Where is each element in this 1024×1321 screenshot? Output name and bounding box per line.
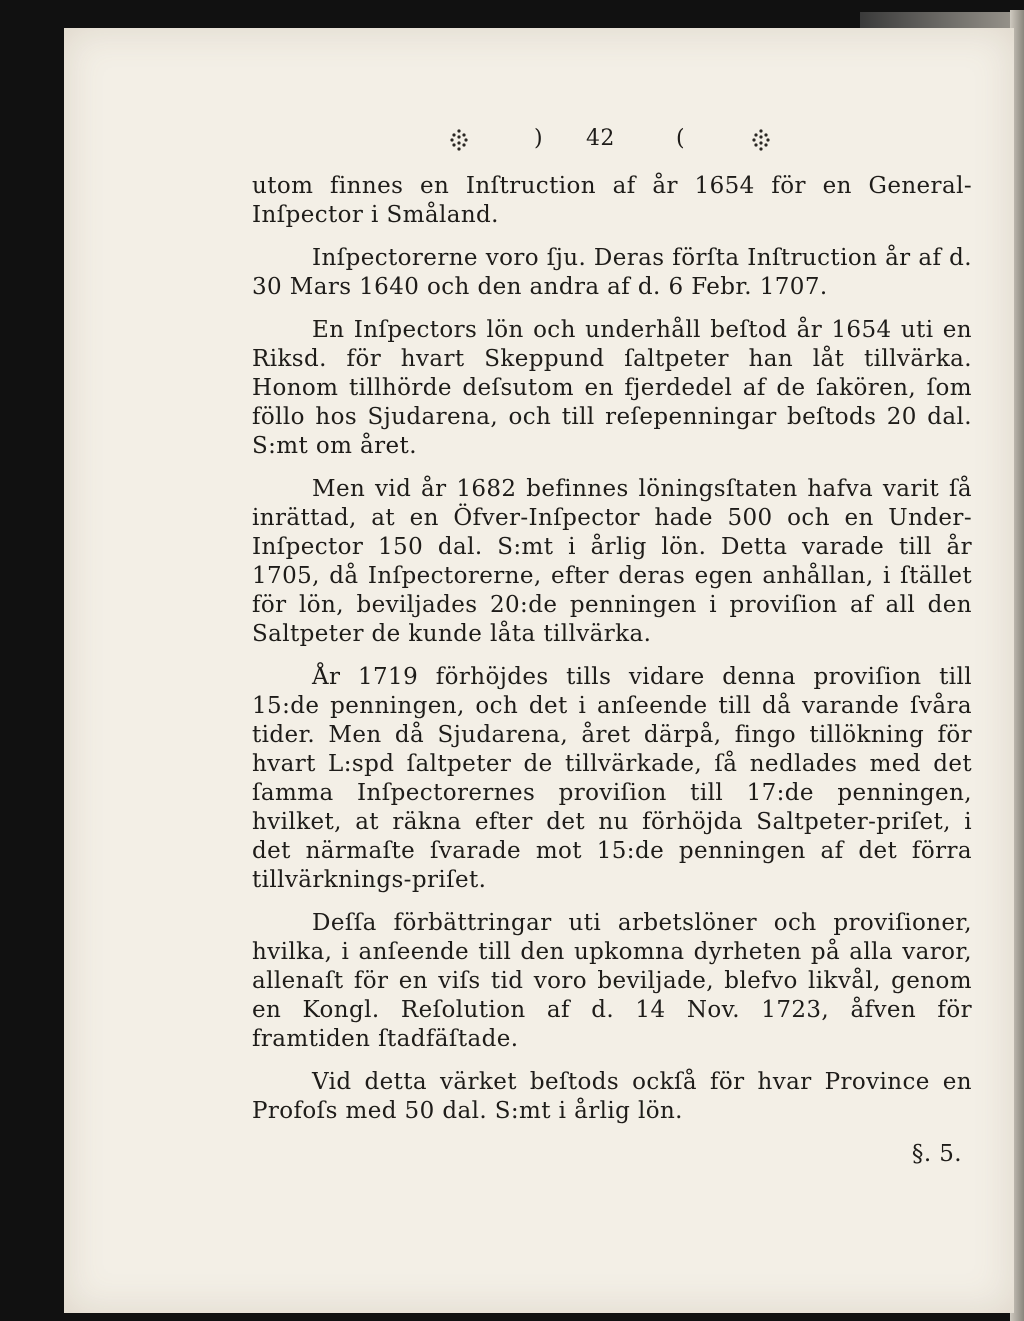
paragraph: Men vid år 1682 befinnes löningsſtaten hafva varit ſå inrättad, at en Öfver-Inſpector hade 500 och en Under-Inſpector 150 dal. S:mt i årlig lön. Detta varade till år 1705, då Inſpectorerne, efter deras egen anhållan, i ſtället för lön, beviljades 20:de penningen i proviſion af all den Saltpeter de kunde låta tillvärka. <box>252 476 972 647</box>
page-number: 42 <box>586 126 615 151</box>
header-paren-left: ( <box>676 126 685 151</box>
paragraph: År 1719 förhöjdes tills vidare denna proviſion till 15:de penningen, och det i anſeende till då varande ſvåra tider. Men då Sjudarena, året därpå, fingo tillökning för hvart L:spd ſaltpeter de tillvärkade, ſå nedlades med det ſamma Inſpectorernes proviſion till 17:de penningen, hvilket, at räkna efter det nu förhöjda Saltpeter-priſet, i det närmaſte ſvarade mot 15:de penningen af det förra tillvärknings-priſet. <box>252 664 972 893</box>
ornament-icon <box>750 128 772 152</box>
page-header <box>252 120 972 172</box>
paragraph: Vid detta värket beſtods ockſå för hvar Province en Profoſs med 50 dal. S:mt i årlig lön. <box>252 1069 972 1124</box>
catchword: §. 5. <box>911 1141 962 1167</box>
ornament-icon <box>448 128 470 152</box>
paragraph: Deſſa förbättringar uti arbetslöner och proviſioner, hvilka, i anſeende till den upkomna dyrheten på alla varor, allenaſt för en viſs tid voro beviljade, blefvo likvål, genom en Kongl. Reſolution af d. 14 Nov. 1723, åfven för framtiden ſtadfäſtade. <box>252 910 972 1052</box>
paragraph: En Inſpectors lön och underhåll beſtod år 1654 uti en Riksd. för hvart Skeppund ſaltpeter han låt tillvärka. Honom tillhörde deſsutom en fjerdedel af de ſakören, ſom föllo hos Sjudarena, och till reſepenningar beſtods 20 dal. S:mt om året. <box>252 317 972 459</box>
page-text <box>252 120 972 1169</box>
paragraph: Inſpectorerne voro ſju. Deras förſta Inſtruction år af d. 30 Mars 1640 och den andra af d. 6 Febr. 1707. <box>252 245 972 300</box>
header-paren-right: ) <box>534 126 543 151</box>
paragraph: utom finnes en Inſtruction af år 1654 för en General-Inſpector i Småland. <box>252 173 972 228</box>
